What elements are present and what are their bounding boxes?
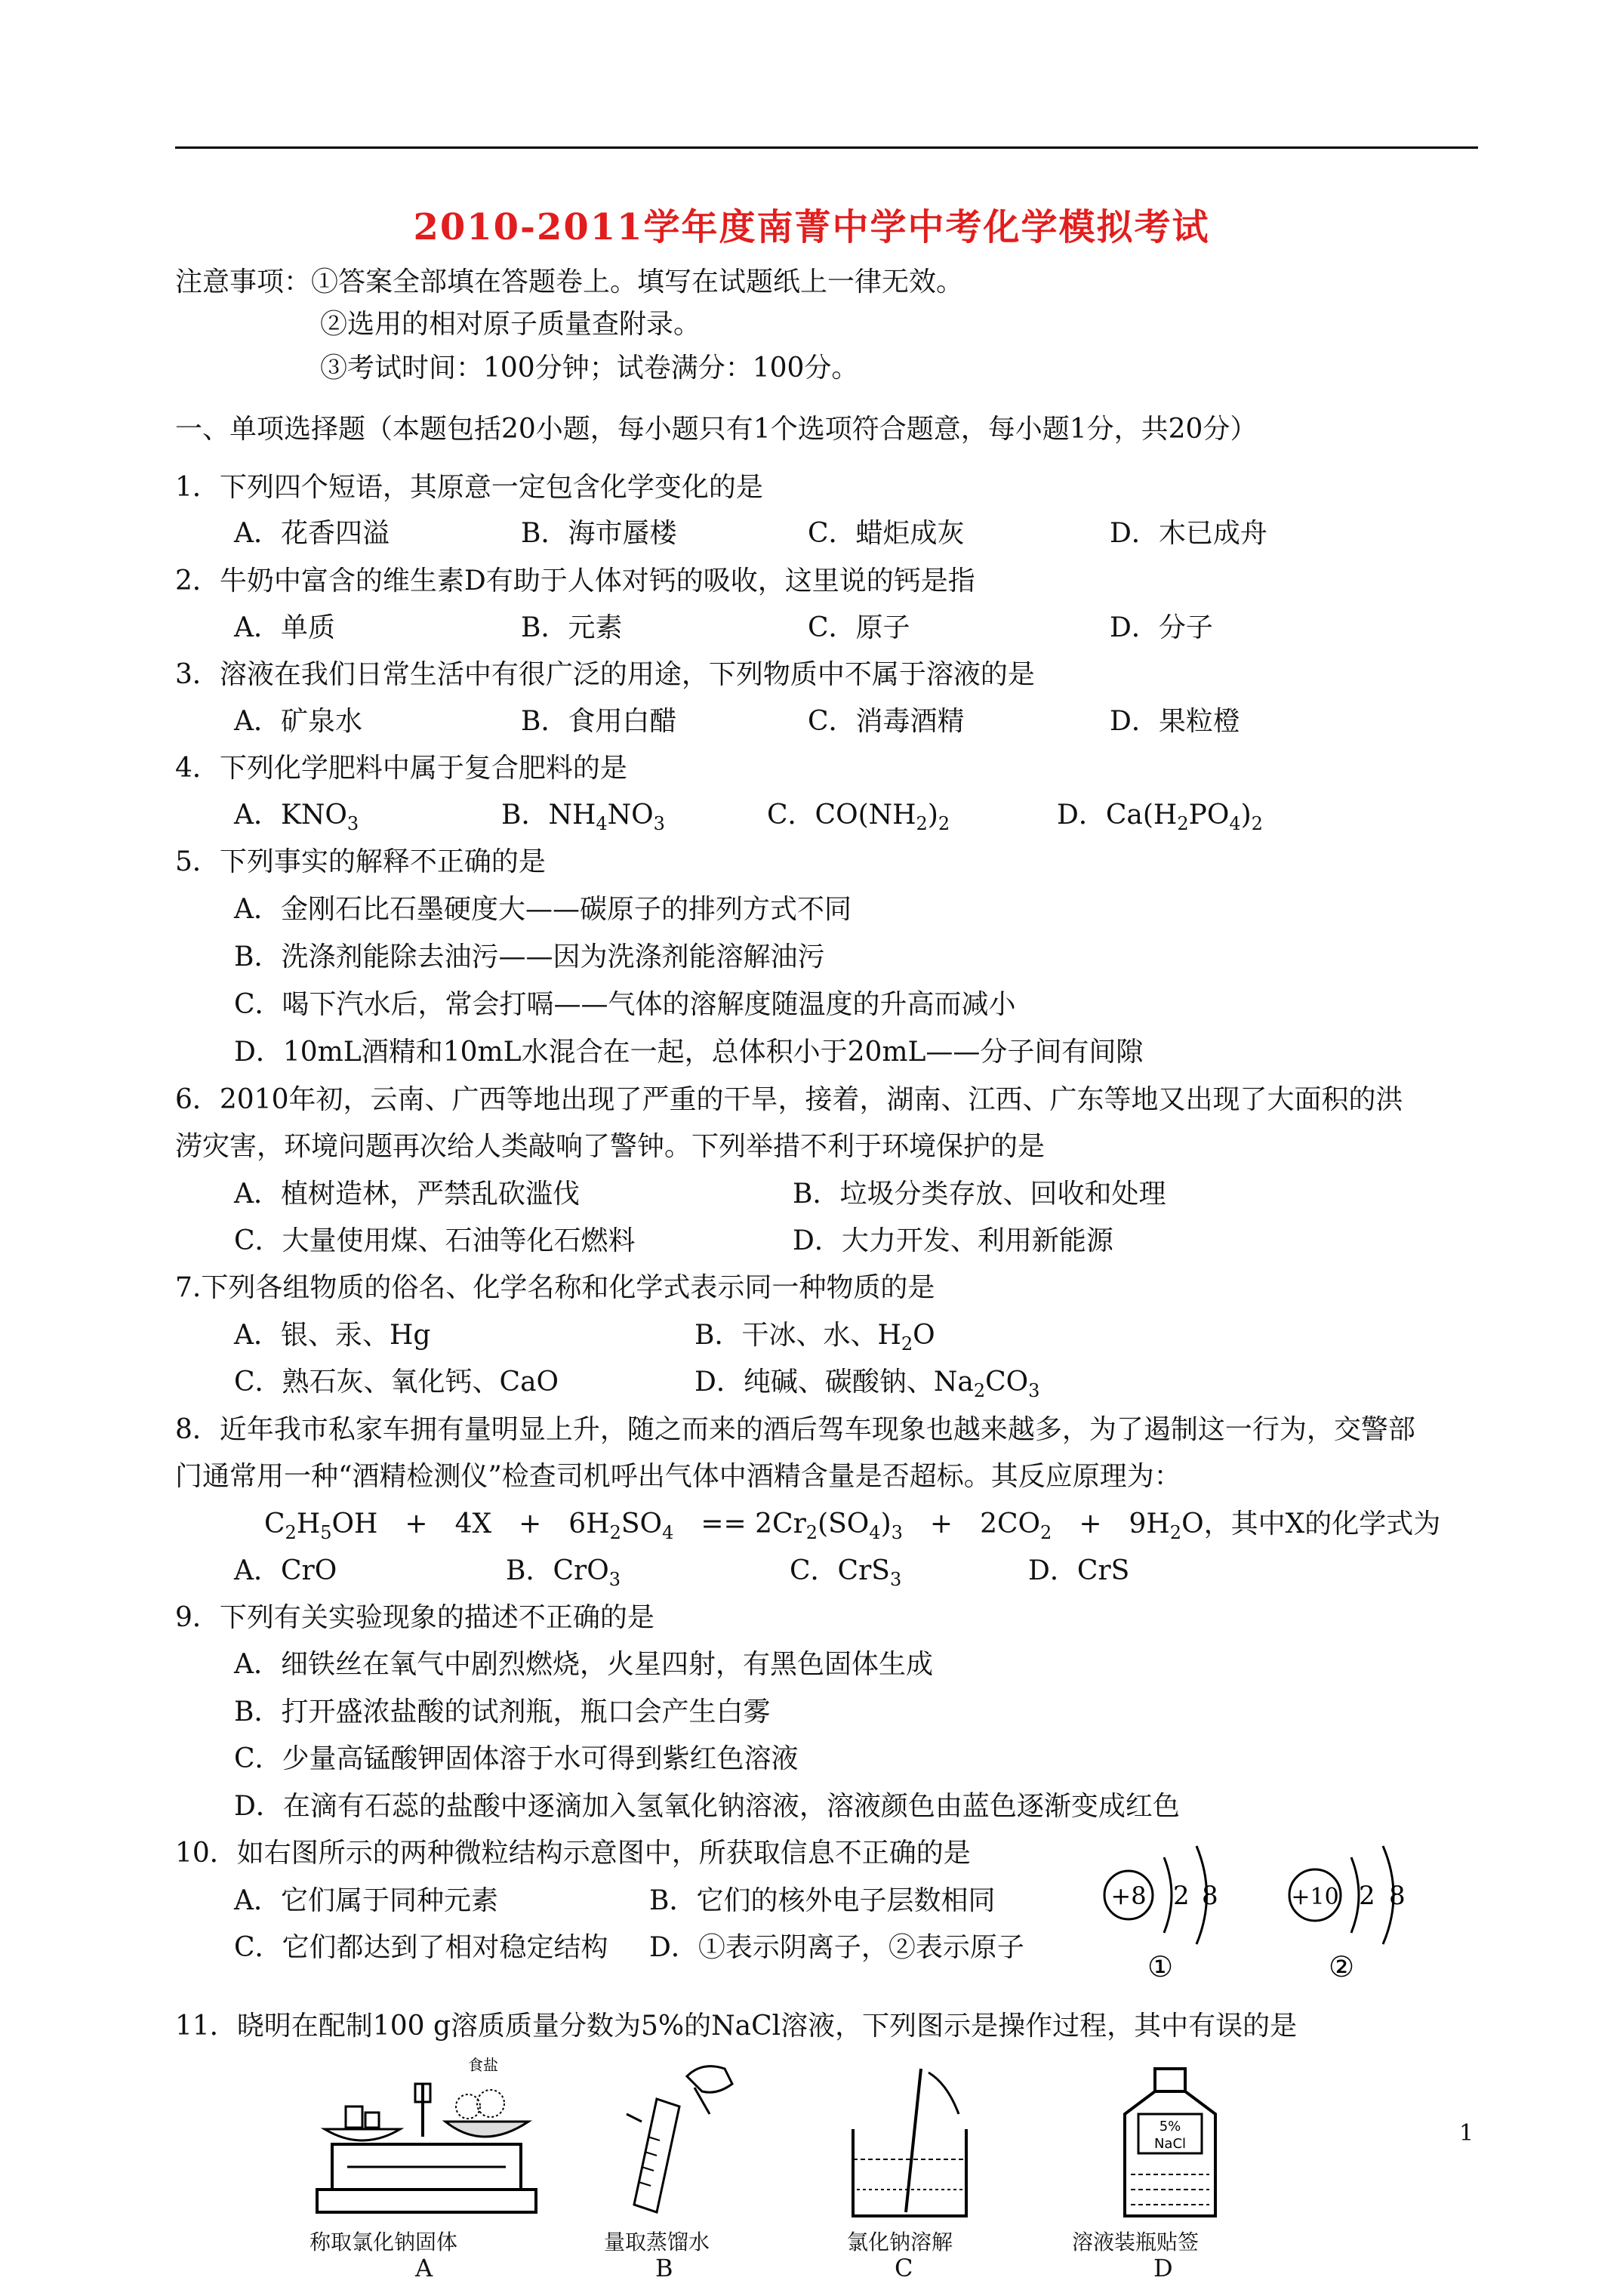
option-d: D．分子 (1110, 612, 1213, 643)
figure-caption: 氯化钠溶解 (847, 2230, 953, 2254)
beaker-figure (838, 2054, 989, 2227)
question-stem: 4．下列化学肥料中属于复合肥料的是 (175, 753, 627, 784)
balance-figure (310, 2054, 544, 2227)
question-stem: 10．如右图所示的两种微粒结构示意图中，所获取信息不正确的是 (175, 1838, 971, 1869)
question-stem: 7.下列各组物质的俗名、化学名称和化学式表示同一种物质的是 (175, 1272, 935, 1303)
option-d: D．CrS (1028, 1555, 1130, 1586)
exam-title: 2010-2011学年度南菁中学中考化学模拟考试 (413, 206, 1210, 248)
bottle-label-name: NaCl (1153, 2136, 1187, 2152)
option-a: A．CrO (234, 1555, 337, 1586)
figure-letter: C (895, 2254, 913, 2282)
question-stem-cont: 门通常用一种“酒精检测仪”检查司机呼出气体中酒精含量是否超标。其反应原理为： (175, 1461, 1181, 1492)
option-a: A．银、汞、Hg (234, 1320, 431, 1351)
atom-2 (1289, 1846, 1406, 1983)
option-a: A．花香四溢 (234, 518, 390, 549)
option-c: C．少量高锰酸钾固体溶于水可得到紫红色溶液 (234, 1743, 799, 1774)
option-a: A．细铁丝在氧气中剧烈燃烧，火星四射，有黑色固体生成 (234, 1649, 933, 1680)
question-stem: 9．下列有关实验现象的描述不正确的是 (175, 1602, 654, 1633)
shell-1-electrons: 2 (1359, 1881, 1375, 1911)
atom-structure-diagram (1095, 1827, 1442, 1993)
notice-label: 注意事项： (175, 267, 312, 297)
option-c: C．它们都达到了相对稳定结构 (234, 1932, 608, 1963)
figure-letter: D (1153, 2254, 1173, 2282)
section-heading: 一、单项选择题（本题包括20小题，每小题只有1个选项符合题意，每小题1分，共20分） (175, 414, 1258, 445)
figure-letter: A (415, 2254, 433, 2282)
nucleus-charge: +10 (1291, 1884, 1339, 1910)
nucleus-charge: +8 (1110, 1881, 1147, 1910)
electron-shell-1 (1164, 1857, 1172, 1933)
option-b: B．海市蜃楼 (521, 518, 677, 549)
cylinder-figure (611, 2054, 747, 2227)
option-d: D．①表示阴离子，②表示原子 (649, 1932, 1024, 1963)
electron-shell-1 (1351, 1857, 1359, 1933)
page-number: 1 (1459, 2120, 1474, 2147)
bottle-label-percent: 5% (1159, 2119, 1181, 2134)
option-b: B．洗涤剂能除去油污——因为洗涤剂能溶解油污 (234, 942, 825, 972)
question-stem: 1．下列四个短语，其原意一定包含化学变化的是 (175, 472, 763, 503)
question-stem: 11．晓明在配制100 g溶质质量分数为5%的NaCl溶液，下列图示是操作过程，其中有误的是 (175, 2011, 1298, 2042)
option-d: D．在滴有石蕊的盐酸中逐滴加入氢氧化钠溶液，溶液颜色由蓝色逐渐变成红色 (234, 1791, 1180, 1822)
option-a: A．它们属于同种元素 (234, 1885, 498, 1916)
option-a: A．矿泉水 (234, 706, 362, 737)
option-d: D．大力开发、利用新能源 (793, 1225, 1113, 1256)
shell-2-electrons: 8 (1389, 1881, 1406, 1911)
question-stem: 2．牛奶中富含的维生素D有助于人体对钙的吸收，这里说的钙是指 (175, 566, 975, 596)
notice-item: ②选用的相对原子质量查附录。 (320, 309, 701, 340)
option-a: A．$KNO_3$ (234, 800, 359, 834)
option-d: D．10mL酒精和10mL水混合在一起，总体积小于20mL——分子间有间隙 (234, 1037, 1144, 1068)
question-stem: 5．下列事实的解释不正确的是 (175, 846, 546, 877)
reaction-equation: $C_2H_5OH$ + 4X + $6H_2SO_4$ == $2Cr_2(SO_4)_3$ + $2CO_2$ + $9H_2O$，其中X的化学式为 (264, 1509, 1441, 1543)
option-c: C．大量使用煤、石油等化石燃料 (234, 1225, 636, 1256)
option-b: B．垃圾分类存放、回收和处理 (793, 1179, 1166, 1210)
atom-1 (1104, 1846, 1218, 1983)
option-a: A．金刚石比石墨硬度大——碳原子的排列方式不同 (234, 894, 852, 925)
option-d: D．纯碱、碳酸钠、$Na_2CO_3$ (694, 1367, 1040, 1401)
option-c: C．喝下汽水后，常会打嗝——气体的溶解度随温度的升高而减小 (234, 989, 1016, 1020)
question-stem: 6．2010年初，云南、广西等地出现了严重的干旱，接着，湖南、江西、广东等地又出现了大面积的洪 (175, 1084, 1403, 1115)
salt-tag: 食盐 (468, 2056, 498, 2074)
notice-item: ①答案全部填在答题卷上。填写在试题纸上一律无效。 (311, 267, 964, 297)
header-rule (175, 146, 1478, 149)
option-a: A．单质 (234, 612, 335, 643)
option-c: C．熟石灰、氧化钙、CaO (234, 1367, 559, 1398)
option-d: D．木已成舟 (1110, 518, 1267, 549)
notice-line-1 (175, 266, 963, 299)
option-b: B．元素 (521, 612, 623, 643)
notice-item: ③考试时间：100分钟；试卷满分：100分。 (320, 353, 859, 384)
option-a: A．植树造林，严禁乱砍滥伐 (234, 1179, 580, 1210)
figure-letter: B (655, 2254, 673, 2282)
option-c: C．蜡炬成灰 (808, 518, 965, 549)
atom-label: ① (1147, 1950, 1174, 1983)
figure-caption: 溶液装瓶贴签 (1072, 2230, 1200, 2254)
question-stem: 3．溶液在我们日常生活中有很广泛的用途，下列物质中不属于溶液的是 (175, 659, 1035, 690)
atom-label: ② (1329, 1950, 1355, 1983)
question-stem: 8．近年我市私家车拥有量明显上升，随之而来的酒后驾车现象也越来越多，为了遏制这一行为，交警部 (175, 1414, 1415, 1445)
figure-caption: 称取氯化钠固体 (310, 2230, 458, 2254)
option-c: C．$CO(NH_2)_2$ (767, 800, 950, 834)
option-c: C．原子 (808, 612, 910, 643)
figure-caption: 量取蒸馏水 (604, 2230, 710, 2254)
option-b: B．干冰、水、$H_2O$ (694, 1320, 935, 1354)
bottle-figure (1102, 2054, 1238, 2227)
option-b: B．CrO$_3$ (506, 1555, 621, 1590)
option-d: D．$Ca(H_2PO_4)_2$ (1057, 800, 1263, 834)
option-c: C．消毒酒精 (808, 706, 965, 737)
option-b: B．食用白醋 (521, 706, 677, 737)
option-b: B．它们的核外电子层数相同 (649, 1885, 996, 1916)
question-stem-cont: 涝灾害，环境问题再次给人类敲响了警钟。下列举措不利于环境保护的是 (175, 1131, 1046, 1162)
option-b: B．打开盛浓盐酸的试剂瓶，瓶口会产生白雾 (234, 1697, 771, 1727)
shell-1-electrons: 2 (1173, 1881, 1190, 1911)
option-b: B．$NH_4NO_3$ (501, 800, 665, 834)
option-d: D．果粒橙 (1110, 706, 1240, 737)
option-c: C．CrS$_3$ (790, 1555, 902, 1590)
shell-2-electrons: 8 (1202, 1881, 1218, 1911)
